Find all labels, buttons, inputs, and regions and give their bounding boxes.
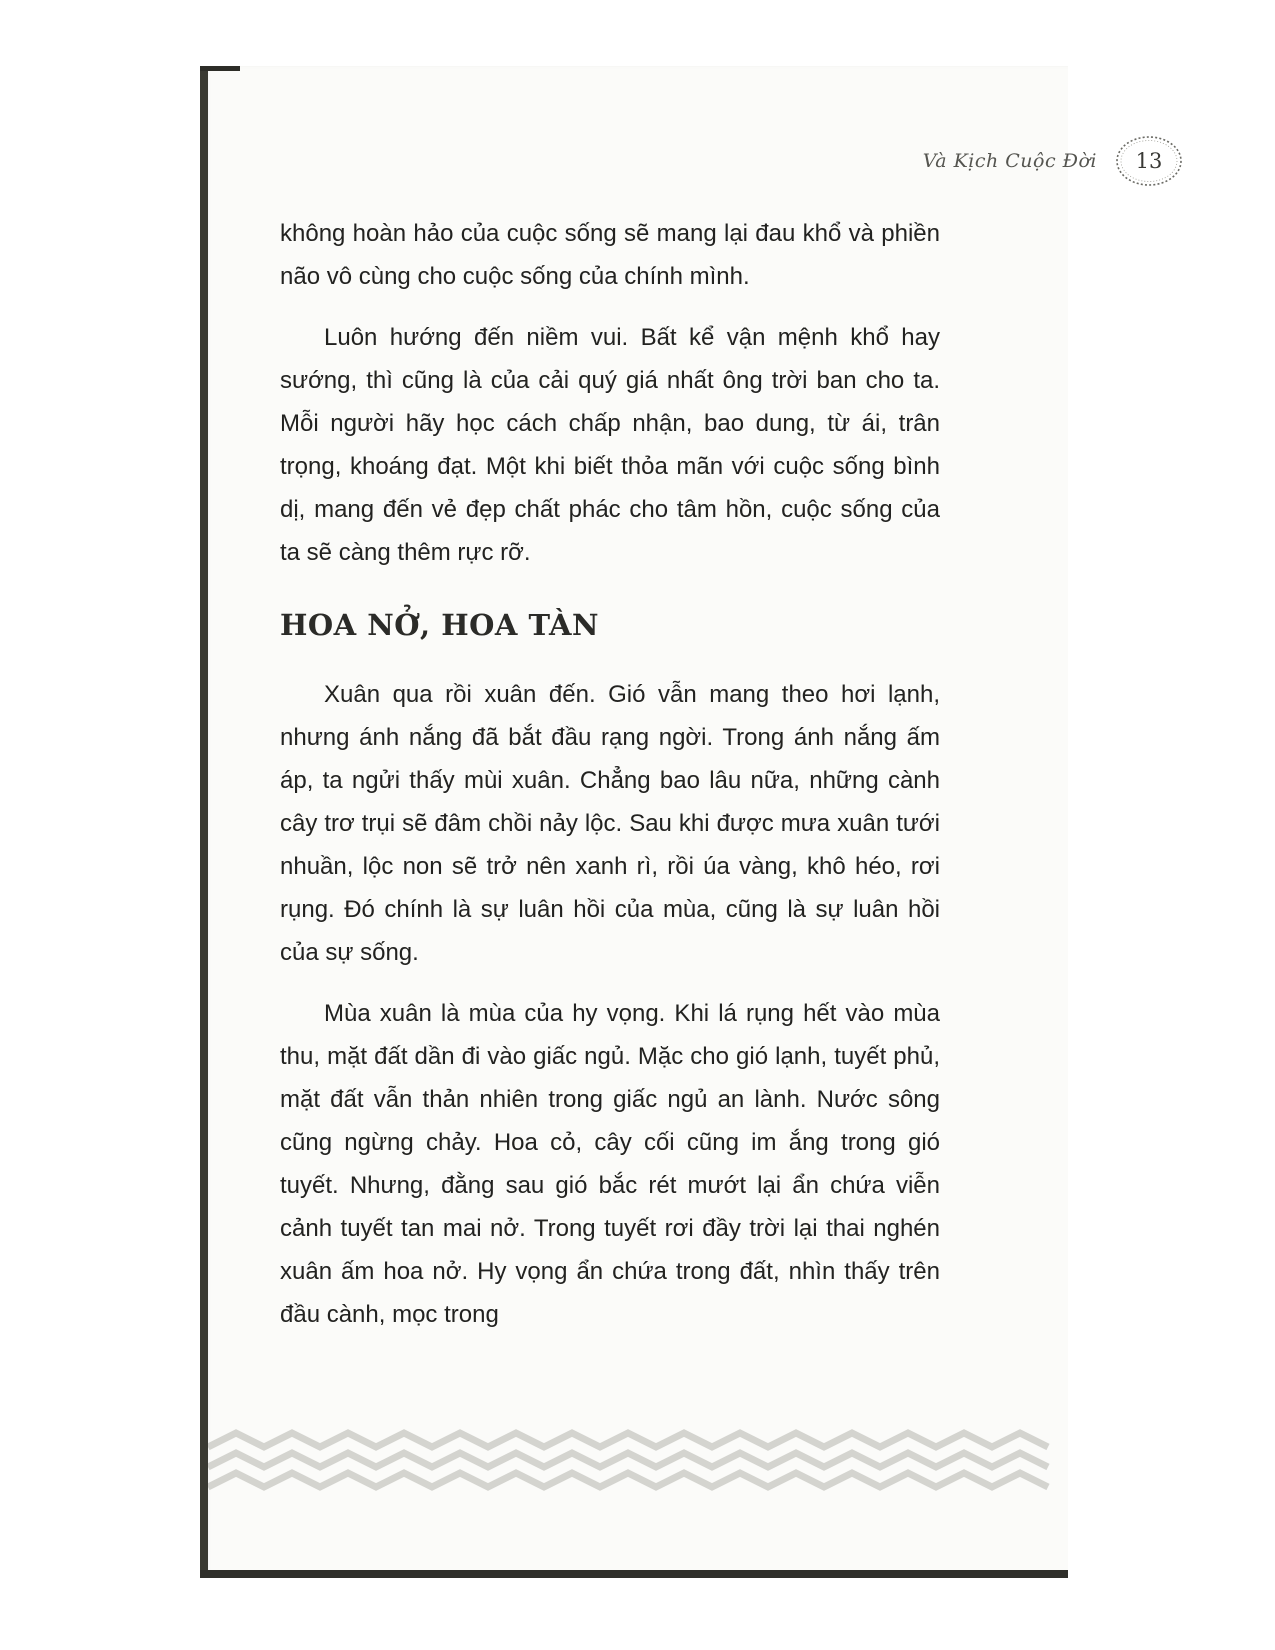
zigzag-border-ornament [208,1428,1068,1498]
header-title: Và Kịch Cuộc Đời [922,150,1097,172]
paragraph-1: không hoàn hảo của cuộc sống sẽ mang lại đau khổ và phiền não vô cùng cho cuộc sống của chính mình. [280,220,940,290]
body-text [280,212,940,1354]
paragraph-3: Xuân qua rồi xuân đến. Gió vẫn mang theo hơi lạnh, nhưng ánh nắng đã bắt đầu rạng ngời. Trong ánh nắng ấm áp, ta ngửi thấy mùi xuân. Chẳng bao lâu nữa, những cành cây trơ trụi sẽ đâm chồi nảy lộc. Sau khi được mưa xuân tưới nhuần, lộc non sẽ trở nên xanh rì, rồi úa vàng, khô héo, rơi rụng. Đó chính là sự luân hồi của mùa, cũng là sự luân hồi của sự sống. [280,681,940,966]
paragraph-4: Mùa xuân là mùa của hy vọng. Khi lá rụng hết vào mùa thu, mặt đất dần đi vào giấc ngủ. Mặc cho gió lạnh, tuyết phủ, mặt đất vẫn thản nhiên trong giấc ngủ an lành. Nước sông cũng ngừng chảy. Hoa cỏ, cây cối cũng im ắng trong gió tuyết. Nhưng, đằng sau gió bắc rét mướt lại ẩn chứa viễn cảnh tuyết tan mai nở. Trong tuyết rơi đầy trời lại thai nghén xuân ấm hoa nở. Hy vọng ẩn chứa trong đất, nhìn thấy trên đầu cành, mọc trong [280,1000,940,1328]
page-number: 13 [1135,149,1163,173]
book-spine-top [200,66,240,71]
section-heading: HOA NỞ, HOA TÀN [280,608,599,642]
page-bottom-edge [200,1570,1068,1578]
paragraph-2: Luôn hướng đến niềm vui. Bất kể vận mệnh khổ hay sướng, thì cũng là của cải quý giá nhất ông trời ban cho ta. Mỗi người hãy học cách chấp nhận, bao dung, từ ái, trân trọng, khoáng đạt. Một khi biết thỏa mãn với cuộc sống bình dị, mang đến vẻ đẹp chất phác cho tâm hồn, cuộc sống của ta sẽ càng thêm rực rỡ. [280,324,940,566]
page-number-badge [1113,132,1185,190]
book-spine-edge [200,66,208,1576]
running-header [923,132,1185,190]
